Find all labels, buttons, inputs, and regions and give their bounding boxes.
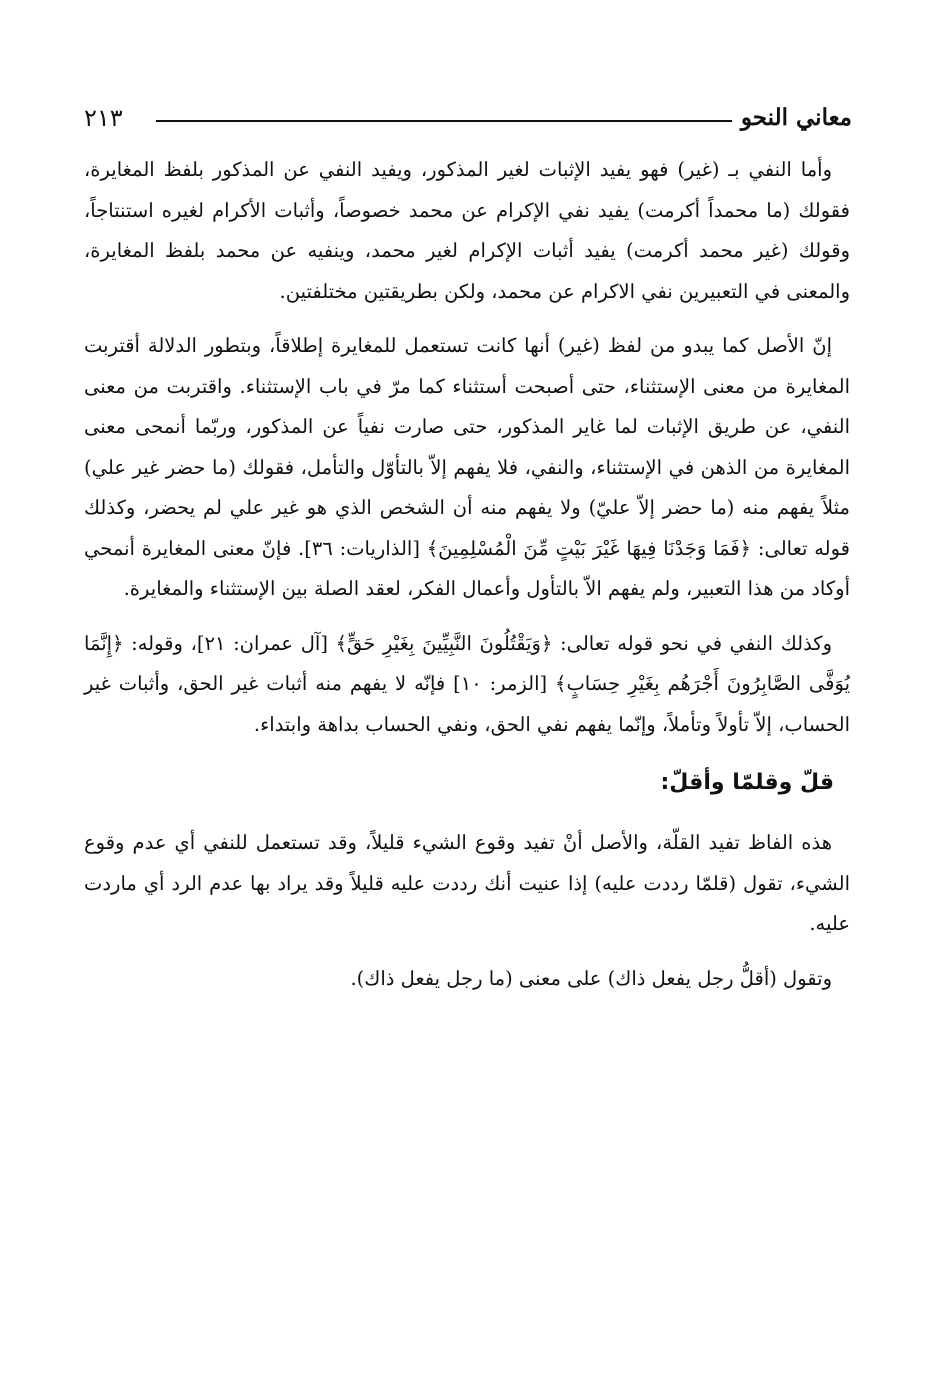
running-header: [84, 98, 852, 138]
section-heading: قلّ وقلمّا وأقلّ:: [660, 770, 834, 795]
paragraph-ghayr-quran-examples: وكذلك النفي في نحو قوله تعالى: ﴿وَيَقْتُلُونَ النَّبِيِّينَ بِغَيْرِ حَقٍّ﴾ [آل عمران: ٢١]، وقوله: ﴿إِنَّمَا يُوَفَّى الصَّابِرُونَ أَجْرَهُم بِغَيْرِ حِسَابٍ﴾ [الزمر: ١٠] فإنّه لا يفهم منه أثبات غير الحق، وأثبات غير الحساب، إلاّ تأولاً وتأملاً، وإنّما يفهم نفي الحق، ونفي الحساب بداهة وابتداء.: [84, 631, 851, 736]
book-title: معاني النحو: [740, 104, 852, 131]
header-rule: [156, 120, 732, 122]
paragraph-qalla-meaning: هذه الفاظ تفيد القلّة، والأصل أنْ تفيد وقوع الشيء قليلاً، وقد تستعمل للنفي أي عدم وقوع الشيء، تقول (قلمّا رددت عليه) إذا عنيت أنك رددت عليه قليلاً وقد يراد بها عدم الرد أي ماردت عليه.: [84, 831, 850, 935]
paragraph-ghayr-negation: وأما النفي بـ (غير) فهو يفيد الإثبات لغير المذكور، ويفيد النفي عن المذكور بلفظ المغايرة، فقولك (ما محمداً أكرمت) يفيد نفي الإكرام عن محمد خصوصاً، وأثبات الأكرام لغيره استنتاجاً، وقولك (غير محمد أكرمت) يفيد أثبات الإكرام لغير محمد، وينفيه عن محمد بلفظ المغايرة، والمعنى في التعبيرين نفي الاكرام عن محمد، ولكن بطريقتين مختلفتين.: [84, 158, 850, 303]
paragraph-aqallu-example: وتقول (أقلُّ رجل يفعل ذاك) على معنى (ما رجل يفعل ذاك).: [350, 966, 832, 990]
page-number: ٢١٣: [84, 104, 123, 132]
body-text: [84, 150, 850, 999]
paragraph-ghayr-origin: إنّ الأصل كما يبدو من لفظ (غير) أنها كانت تستعمل للمغايرة إطلاقاً، وبتطور الدلالة أقتربت المغايرة من معنى الإستثناء، حتى أصبحت أستثناء كما مرّ في باب الإستثناء. واقتربت من معنى النفي، عن طريق الإثبات لما غاير المذكور، حتى صارت نفياً عن المذكور، وربّما أنمحى معنى المغايرة من الذهن في الإستثناء، والنفي، فلا يفهم إلاّ بالتأوّل والتأمل، فقولك (ما حضر غير علي) مثلاً يفهم منه (ما حضر إلاّ عليّ) ولا يفهم منه أن الشخص الذي هو غير علي لم يحضر، وكذلك قوله تعالى: ﴿فَمَا وَجَدْنَا فِيهَا غَيْرَ بَيْتٍ مِّنَ الْمُسْلِمِينَ﴾ [الذاريات: ٣٦]. فإنّ معنى المغايرة أنمحي أوكاد من هذا التعبير، ولم يفهم الاّ بالتأول وأعمال الفكر، لعقد الصلة بين الإستثناء والمغايرة.: [84, 334, 850, 600]
